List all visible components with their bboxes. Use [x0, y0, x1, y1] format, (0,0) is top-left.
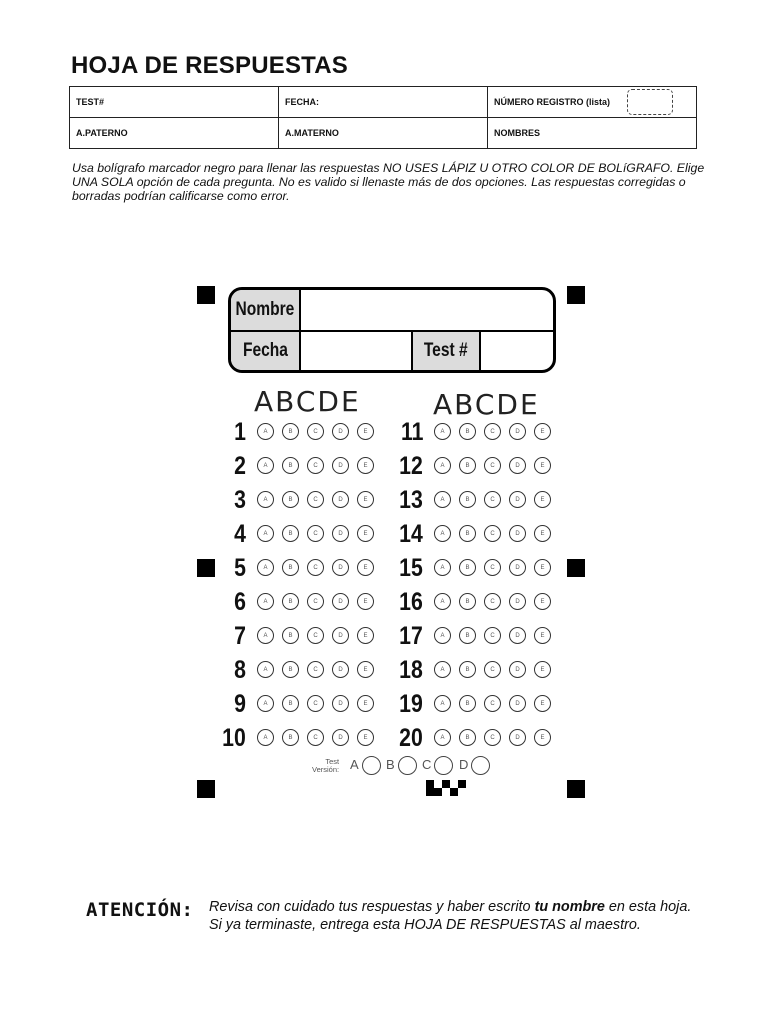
- fecha-label: Fecha: [231, 332, 299, 370]
- answer-bubble-c[interactable]: C: [484, 423, 501, 440]
- registration-mark: [567, 559, 585, 577]
- answer-bubble-d[interactable]: D: [332, 695, 349, 712]
- answer-bubble-e[interactable]: E: [357, 661, 374, 678]
- registration-number-box[interactable]: [627, 89, 673, 115]
- answer-bubble-d[interactable]: D: [509, 627, 526, 644]
- answer-bubble-b[interactable]: B: [282, 661, 299, 678]
- timing-mark: [458, 780, 466, 788]
- options-header-right: ABCDE: [433, 388, 540, 421]
- options-header-left: ABCDE: [254, 385, 361, 418]
- answer-bubble-e[interactable]: E: [357, 729, 374, 746]
- answer-bubble-c[interactable]: C: [307, 423, 324, 440]
- answer-bubble-b[interactable]: B: [282, 423, 299, 440]
- answer-bubble-d[interactable]: D: [509, 593, 526, 610]
- answer-bubble-c[interactable]: C: [307, 559, 324, 576]
- answer-bubble-a[interactable]: A: [434, 695, 451, 712]
- answer-bubble-c[interactable]: C: [484, 661, 501, 678]
- answer-bubble-a[interactable]: A: [257, 593, 274, 610]
- question-number: 15: [399, 554, 423, 582]
- answer-bubble-d[interactable]: D: [332, 593, 349, 610]
- answer-bubble-d[interactable]: D: [332, 457, 349, 474]
- answer-bubble-e[interactable]: E: [357, 593, 374, 610]
- answer-bubble-b[interactable]: B: [459, 661, 476, 678]
- answer-bubble-b[interactable]: B: [282, 457, 299, 474]
- answer-bubble-a[interactable]: A: [257, 695, 274, 712]
- question-number: 20: [399, 724, 423, 752]
- answer-bubble-e[interactable]: E: [357, 525, 374, 542]
- registration-number-field[interactable]: NÚMERO REGISTRO (lista): [488, 87, 697, 118]
- answer-bubble-c[interactable]: C: [307, 695, 324, 712]
- answer-bubble-a[interactable]: A: [434, 661, 451, 678]
- question-number: 16: [399, 588, 423, 616]
- answer-bubble-e[interactable]: E: [534, 559, 551, 576]
- question-number: 3: [234, 486, 246, 514]
- test-number-label: Test #: [413, 332, 479, 370]
- names-field[interactable]: NOMBRES: [488, 118, 697, 149]
- answer-bubble-d[interactable]: D: [332, 559, 349, 576]
- test-version-letter: A: [350, 757, 359, 772]
- test-version-bubble-b[interactable]: [398, 756, 417, 775]
- answer-bubble-b[interactable]: B: [282, 729, 299, 746]
- answer-bubble-e[interactable]: E: [357, 627, 374, 644]
- question-number: 2: [234, 452, 246, 480]
- question-number: 19: [399, 690, 423, 718]
- question-number: 14: [399, 520, 423, 548]
- test-version-label: Test Versión:: [312, 757, 340, 774]
- answer-bubble-c[interactable]: C: [307, 729, 324, 746]
- answer-bubble-b[interactable]: B: [282, 491, 299, 508]
- answer-bubble-d[interactable]: D: [509, 559, 526, 576]
- answer-bubble-c[interactable]: C: [484, 695, 501, 712]
- question-number: 8: [234, 656, 246, 684]
- paternal-surname-field[interactable]: A.PATERNO: [70, 118, 279, 149]
- question-number: 17: [399, 622, 423, 650]
- timing-mark: [434, 788, 442, 796]
- answer-bubble-e[interactable]: E: [357, 457, 374, 474]
- attention-title: ATENCIÓN:: [86, 899, 194, 921]
- test-number-field[interactable]: TEST#: [70, 87, 279, 118]
- answer-bubble-a[interactable]: A: [257, 559, 274, 576]
- answer-bubble-d[interactable]: D: [332, 661, 349, 678]
- question-number: 9: [234, 690, 246, 718]
- question-number: 5: [234, 554, 246, 582]
- answer-bubble-d[interactable]: D: [509, 695, 526, 712]
- question-number: 10: [222, 724, 246, 752]
- maternal-surname-field[interactable]: A.MATERNO: [279, 118, 488, 149]
- answer-bubble-a[interactable]: A: [434, 491, 451, 508]
- answer-bubble-e[interactable]: E: [357, 695, 374, 712]
- answer-bubble-b[interactable]: B: [459, 457, 476, 474]
- answer-bubble-e[interactable]: E: [534, 695, 551, 712]
- answer-bubble-a[interactable]: A: [257, 423, 274, 440]
- answer-bubble-c[interactable]: C: [484, 627, 501, 644]
- answer-bubble-e[interactable]: E: [534, 491, 551, 508]
- answer-bubble-b[interactable]: B: [459, 491, 476, 508]
- test-version-bubble-a[interactable]: [362, 756, 381, 775]
- answer-bubble-e[interactable]: E: [534, 525, 551, 542]
- test-version-bubble-d[interactable]: [471, 756, 490, 775]
- question-number: 1: [234, 418, 246, 446]
- answer-bubble-a[interactable]: A: [434, 593, 451, 610]
- answer-bubble-c[interactable]: C: [484, 525, 501, 542]
- answer-bubble-b[interactable]: B: [282, 559, 299, 576]
- answer-bubble-d[interactable]: D: [332, 491, 349, 508]
- answer-bubble-a[interactable]: A: [257, 525, 274, 542]
- question-number: 13: [399, 486, 423, 514]
- answer-bubble-b[interactable]: B: [459, 695, 476, 712]
- answer-bubble-e[interactable]: E: [357, 559, 374, 576]
- answer-bubble-b[interactable]: B: [459, 525, 476, 542]
- answer-bubble-a[interactable]: A: [434, 627, 451, 644]
- question-number: 6: [234, 588, 246, 616]
- timing-mark: [442, 780, 450, 788]
- registration-mark: [567, 780, 585, 798]
- answer-bubble-e[interactable]: E: [534, 457, 551, 474]
- attention-text: Revisa con cuidado tus respuestas y haber escrito tu nombre en esta hoja. Si ya terminaste, entrega esta HOJA DE RESPUESTAS al maestro.: [209, 899, 692, 933]
- registration-mark: [567, 286, 585, 304]
- answer-bubble-c[interactable]: C: [307, 525, 324, 542]
- answer-bubble-b[interactable]: B: [459, 559, 476, 576]
- answer-bubble-d[interactable]: D: [332, 423, 349, 440]
- answer-bubble-b[interactable]: B: [282, 593, 299, 610]
- answer-bubble-e[interactable]: E: [534, 627, 551, 644]
- answer-bubble-a[interactable]: A: [434, 423, 451, 440]
- answer-bubble-e[interactable]: E: [357, 423, 374, 440]
- answer-bubble-d[interactable]: D: [332, 729, 349, 746]
- answer-bubble-c[interactable]: C: [307, 627, 324, 644]
- answer-bubble-a[interactable]: A: [434, 729, 451, 746]
- registration-mark: [197, 286, 215, 304]
- answer-bubble-c[interactable]: C: [484, 457, 501, 474]
- answer-bubble-e[interactable]: E: [534, 423, 551, 440]
- answer-bubble-d[interactable]: D: [509, 423, 526, 440]
- answer-bubble-b[interactable]: B: [459, 729, 476, 746]
- registration-mark: [197, 780, 215, 798]
- answer-bubble-c[interactable]: C: [307, 457, 324, 474]
- student-info-table: [69, 86, 697, 149]
- date-field[interactable]: FECHA:: [279, 87, 488, 118]
- question-number: 7: [234, 622, 246, 650]
- answer-bubble-e[interactable]: E: [534, 661, 551, 678]
- name-date-box: [228, 287, 556, 373]
- answer-bubble-e[interactable]: E: [357, 491, 374, 508]
- answer-bubble-b[interactable]: B: [282, 627, 299, 644]
- timing-mark: [426, 780, 434, 796]
- question-number: 12: [399, 452, 423, 480]
- answer-bubble-c[interactable]: C: [484, 729, 501, 746]
- answer-bubble-d[interactable]: D: [509, 525, 526, 542]
- question-number: 18: [399, 656, 423, 684]
- answer-bubble-c[interactable]: C: [307, 661, 324, 678]
- answer-bubble-a[interactable]: A: [257, 491, 274, 508]
- nombre-label: Nombre: [231, 290, 299, 330]
- answer-bubble-a[interactable]: A: [434, 457, 451, 474]
- answer-bubble-c[interactable]: C: [307, 593, 324, 610]
- answer-bubble-d[interactable]: D: [509, 661, 526, 678]
- test-version-letter: C: [422, 757, 432, 772]
- test-version-bubble-c[interactable]: [434, 756, 453, 775]
- answer-bubble-b[interactable]: B: [459, 627, 476, 644]
- timing-mark: [450, 788, 458, 796]
- answer-bubble-c[interactable]: C: [484, 559, 501, 576]
- answer-bubble-a[interactable]: A: [257, 729, 274, 746]
- answer-bubble-d[interactable]: D: [332, 525, 349, 542]
- answer-bubble-c[interactable]: C: [307, 491, 324, 508]
- answer-bubble-a[interactable]: A: [257, 661, 274, 678]
- answer-bubble-e[interactable]: E: [534, 593, 551, 610]
- answer-bubble-d[interactable]: D: [509, 457, 526, 474]
- answer-bubble-b[interactable]: B: [459, 593, 476, 610]
- answer-bubble-d[interactable]: D: [509, 729, 526, 746]
- instructions-text: Usa bolígrafo marcador negro para llenar las respuestas NO USES LÁPIZ U OTRO COLOR DE BOLíGRAFO. Elige UNA SOLA opción de cada pregunta. No es valido si llenaste más de dos opciones. Las respuestas corregidas o borradas podrían calificarse como error.: [72, 161, 705, 203]
- page-title: HOJA DE RESPUESTAS: [71, 52, 348, 79]
- answer-bubble-a[interactable]: A: [257, 457, 274, 474]
- answer-bubble-b[interactable]: B: [459, 423, 476, 440]
- answer-bubble-c[interactable]: C: [484, 593, 501, 610]
- answer-bubble-a[interactable]: A: [434, 559, 451, 576]
- answer-bubble-a[interactable]: A: [434, 525, 451, 542]
- answer-bubble-e[interactable]: E: [534, 729, 551, 746]
- answer-bubble-b[interactable]: B: [282, 695, 299, 712]
- answer-bubble-d[interactable]: D: [332, 627, 349, 644]
- test-version-letter: D: [459, 757, 469, 772]
- answer-bubble-c[interactable]: C: [484, 491, 501, 508]
- question-number: 4: [234, 520, 246, 548]
- answer-bubble-d[interactable]: D: [509, 491, 526, 508]
- question-number: 11: [400, 418, 423, 446]
- answer-bubble-b[interactable]: B: [282, 525, 299, 542]
- answer-bubble-a[interactable]: A: [257, 627, 274, 644]
- test-version-letter: B: [386, 757, 395, 772]
